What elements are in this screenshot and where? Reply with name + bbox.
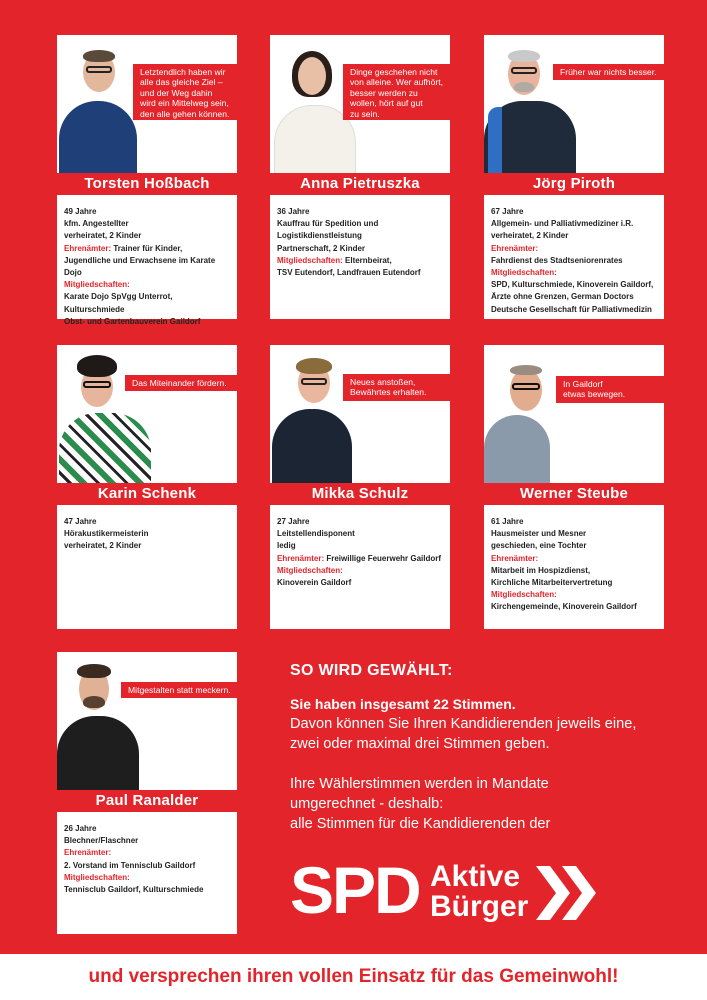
candidate-info: 67 Jahre Allgemein- und Palliativmediziner i.R. verheiratet, 2 Kinder Ehrenämter: Fahrdienst des Stadtseniorenrates Mitgliedschaften: SPD, Kulturschmiede, Kinoverein Gaildorf, Ärzte ohne Grenzen, German Doctors Deutsche Gesellschaft für Palliativmedizin	[484, 195, 664, 319]
memberships-label: Mitgliedschaften:	[277, 565, 343, 575]
candidate-info: 36 Jahre Kauffrau für Spedition und Logistikdienstleistung Partnerschaft, 2 Kinder Mitgliedschaften: Elternbeirat, TSV Eutendorf, Landfrauen Eutendorf	[270, 195, 450, 319]
memberships-label: Mitgliedschaften:	[277, 255, 343, 265]
footer-slogan: und versprechen ihren vollen Einsatz für das Gemeinwohl!	[0, 954, 707, 1000]
voting-info	[290, 662, 690, 834]
double-chevron-icon	[536, 866, 600, 920]
logo-spd-text: SPD	[290, 853, 420, 927]
candidate-info: 49 Jahre kfm. Angestellter verheiratet, 2 Kinder Ehrenämter: Trainer für Kinder, Jugendliche und Erwachsene im Karate Dojo Mitgliedschaften: Karate Dojo SpVgg Unterrot, Kulturschmiede Obst- und Gartenbauverein Gaildorf	[57, 195, 237, 319]
memberships-label: Mitgliedschaften:	[491, 268, 557, 278]
honorary-label: Ehrenämter:	[64, 243, 112, 253]
voting-title: SO WIRD GEWÄHLT:	[290, 662, 453, 679]
candidate-name: Karin Schenk	[97, 485, 197, 502]
candidate-photo	[270, 35, 450, 173]
memberships-label: Mitgliedschaften:	[491, 590, 557, 600]
candidate-name: Jörg Piroth	[532, 175, 616, 192]
honorary-label: Ehrenämter:	[491, 553, 539, 563]
candidate-name: Paul Ranalder	[95, 792, 199, 809]
memberships-label: Mitgliedschaften:	[64, 280, 130, 290]
voting-lead: Sie haben insgesamt 22 Stimmen.	[290, 696, 516, 712]
candidate-quote: Neues anstoßen, Bewährtes erhalten.	[343, 374, 450, 401]
candidate-quote: Mitgestalten statt meckern.	[121, 682, 237, 698]
honorary-label: Ehrenämter:	[277, 553, 325, 563]
voting-text-1: Davon können Sie Ihren Kandidierenden jeweils eine, zwei oder maximal drei Stimmen geben.	[290, 716, 637, 752]
honorary-label: Ehrenämter:	[491, 243, 539, 253]
candidate-quote: Früher war nichts besser.	[553, 64, 664, 80]
candidate-photo	[57, 652, 237, 790]
candidate-info: 61 Jahre Hausmeister und Mesner geschieden, eine Tochter Ehrenämter: Mitarbeit im Hospizdienst, Kirchliche Mitarbeitervertretung Mitgliedschaften: Kirchengemeinde, Kinoverein Gaildorf	[484, 505, 664, 629]
honorary-label: Ehrenämter:	[64, 848, 112, 858]
candidate-info: 47 Jahre Hörakustikermeisterin verheiratet, 2 Kinder	[57, 505, 237, 629]
candidate-quote: Das Miteinander fördern.	[125, 375, 237, 391]
candidate-photo	[484, 35, 664, 173]
voting-text-2: Ihre Wählerstimmen werden in Mandate umgerechnet - deshalb: alle Stimmen für die Kandidierenden der	[290, 776, 551, 832]
candidate-quote: Letztendlich haben wir alle das gleiche Ziel – und der Weg dahin wird ein Mittelweg sein, den alle gehen können.	[133, 64, 237, 120]
candidate-name: Mikka Schulz	[311, 485, 409, 502]
candidate-photo	[484, 345, 664, 483]
candidate-name: Anna Pietruszka	[300, 175, 420, 192]
memberships-label: Mitgliedschaften:	[64, 872, 130, 882]
candidate-photo	[57, 35, 237, 173]
candidate-quote: In Gaildorf etwas bewegen.	[556, 376, 664, 403]
candidate-name: Werner Steube	[519, 485, 629, 502]
spd-logo	[290, 853, 610, 928]
candidate-photo	[270, 345, 450, 483]
candidate-photo	[57, 345, 237, 483]
candidate-quote: Dinge geschehen nicht von alleine. Wer aufhört, besser werden zu wollen, hört auf gut zu sein.	[343, 64, 450, 120]
logo-tagline: Aktive Bürger	[430, 860, 529, 923]
candidate-name: Torsten Hoßbach	[84, 175, 210, 192]
candidate-info: 26 Jahre Blechner/Flaschner Ehrenämter: 2. Vorstand im Tennisclub Gaildorf Mitgliedschaften: Tennisclub Gaildorf, Kulturschmiede	[57, 812, 237, 934]
candidate-info: 27 Jahre Leitstellendisponent ledig Ehrenämter: Freiwillige Feuerwehr Gaildorf Mitgliedschaften: Kinoverein Gaildorf	[270, 505, 450, 629]
